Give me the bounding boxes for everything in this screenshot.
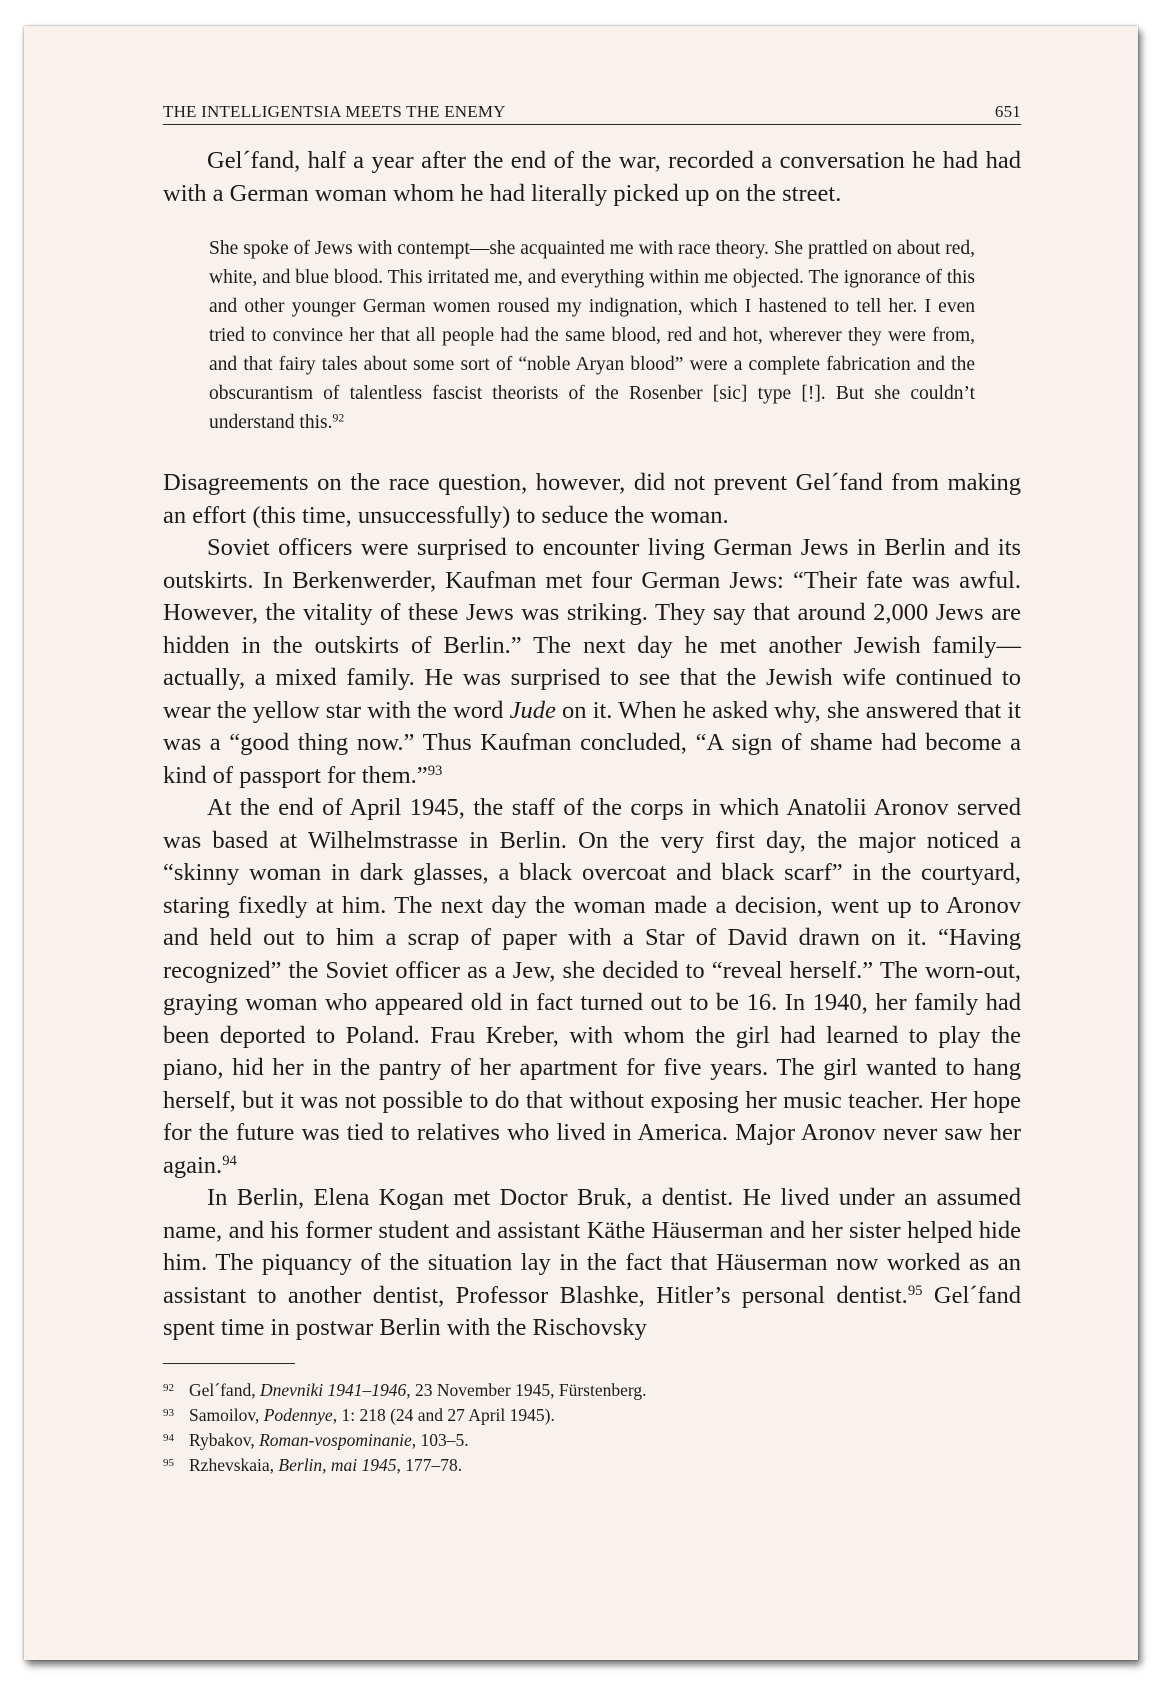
footnote-number: 95 xyxy=(163,1456,174,1469)
italic-text: Podennye xyxy=(263,1404,333,1425)
paragraph-aronov: At the end of April 1945, the staff of the corps in which Anatolii Aronov served was based at Wilhelmstrasse in Berlin. On the very first day, the major noticed a “skinny woman in dark glasses, a black overcoat and black scarf” in the courtyard, staring fixedly at him. The next day the woman made a decision, went up to Aronov and held out to him a scrap of paper with a Star of David drawn on it. “Having recognized” the Soviet officer as a Jew, she decided to “reveal herself.” The worn-out, graying woman who appeared old in fact turned out to be 16. In 1940, her family had been deported to Poland. Frau Kreber, with whom the girl had learned to play the piano, hid her in the pantry of her apartment for five years. The girl wanted to hang herself, but it was not possible to do that without exposing her music teacher. Her hope for the future was tied to relatives who lived in America. Major Aronov never saw her again.$^{94}$ xyxy=(163,794,1021,1179)
note-reference: 95 xyxy=(907,1282,923,1299)
footnote-text: Samoilov, Podennye, 1: 218 (24 and 27 April 1945). xyxy=(189,1404,555,1425)
page-content xyxy=(163,102,1021,1478)
body-text xyxy=(163,145,1021,1345)
footnote-number: 94 xyxy=(163,1431,174,1444)
page-number: 651 xyxy=(994,102,1021,121)
note-reference: 93 xyxy=(427,762,443,779)
footnote-93 xyxy=(163,1403,1021,1428)
paragraph-german-jews: Soviet officers were surprised to encounter living German Jews in Berlin and its outskirts. In Berkenwerder, Kaufman met four German Jews: “Their fate was awful. However, the vitality of these Jews was striking. They say that around 2,000 Jews are hidden in the outskirts of Berlin.” The next day he met another Jewish family—actually, a mixed family. He was surprised to see that the Jewish wife continued to wear the yellow star with the word Jude on it. When he asked why, she answered that it was a “good thing now.” Thus Kaufman concluded, “A sign of shame had become a kind of passport for them.”$^{93}$ xyxy=(163,534,1021,789)
footnote-94 xyxy=(163,1428,1021,1453)
footnote-text: Rzhevskaia, Berlin, mai 1945, 177–78. xyxy=(189,1454,463,1475)
footnote-number: 93 xyxy=(163,1406,174,1419)
running-head xyxy=(163,102,1021,125)
note-reference: 94 xyxy=(222,1152,237,1169)
block-quote: She spoke of Jews with contempt—she acquainted me with race theory. She prattled on about red, white, and blue blood. This irritated me, and everything within me objected. The ignorance of this and other younger German women roused my indignation, which I hastened to tell her. I even tried to convince her that all people had the same blood, red and hot, wherever they were from, and that fairy tales about some sort of “noble Aryan blood” were a complete fabrication and the obscurantism of talentless fascist theorists of the Rosenber [sic] type [!]. But she couldn’t understand this.$^{92}$ xyxy=(209,238,975,433)
footnote-95 xyxy=(163,1453,1021,1478)
note-reference: 92 xyxy=(332,411,345,425)
paragraph-kogan: In Berlin, Elena Kogan met Doctor Bruk, a dentist. He lived under an assumed name, and his former student and assistant Käthe Häuserman and her sister helped hide him. The piquancy of the situation lay in the fact that Häuserman now worked as an assistant to another dentist, Professor Blashke, Hitler’s personal dentist.$^{95}$ Gel´fand spent time in postwar Berlin with the Rischovsky xyxy=(163,1184,1021,1341)
footnotes xyxy=(163,1378,1021,1478)
book-page xyxy=(24,26,1138,1660)
paragraph-intro: Gel´fand, half a year after the end of the war, recorded a conversation he had had with a German woman whom he had literally picked up on the street. xyxy=(163,147,1021,207)
footnote-text: Gel´fand, Dnevniki 1941–1946, 23 November 1945, Fürstenberg. xyxy=(189,1379,647,1400)
footnote-text: Rybakov, Roman-vospominanie, 103–5. xyxy=(189,1429,469,1450)
paragraph-race-question: Disagreements on the race question, however, did not prevent Gel´fand from making an effort (this time, unsuccessfully) to seduce the woman. xyxy=(163,469,1021,529)
footnote-divider xyxy=(163,1363,295,1364)
running-head-title: THE INTELLIGENTSIA MEETS THE ENEMY xyxy=(163,102,506,121)
footnote-number: 92 xyxy=(163,1381,174,1394)
italic-text: Berlin, mai 1945 xyxy=(278,1454,397,1475)
italic-text: Jude xyxy=(509,696,556,724)
italic-text: Roman-vospominanie xyxy=(259,1429,412,1450)
italic-text: Dnevniki 1941–1946, xyxy=(259,1379,411,1400)
footnote-92 xyxy=(163,1378,1021,1403)
